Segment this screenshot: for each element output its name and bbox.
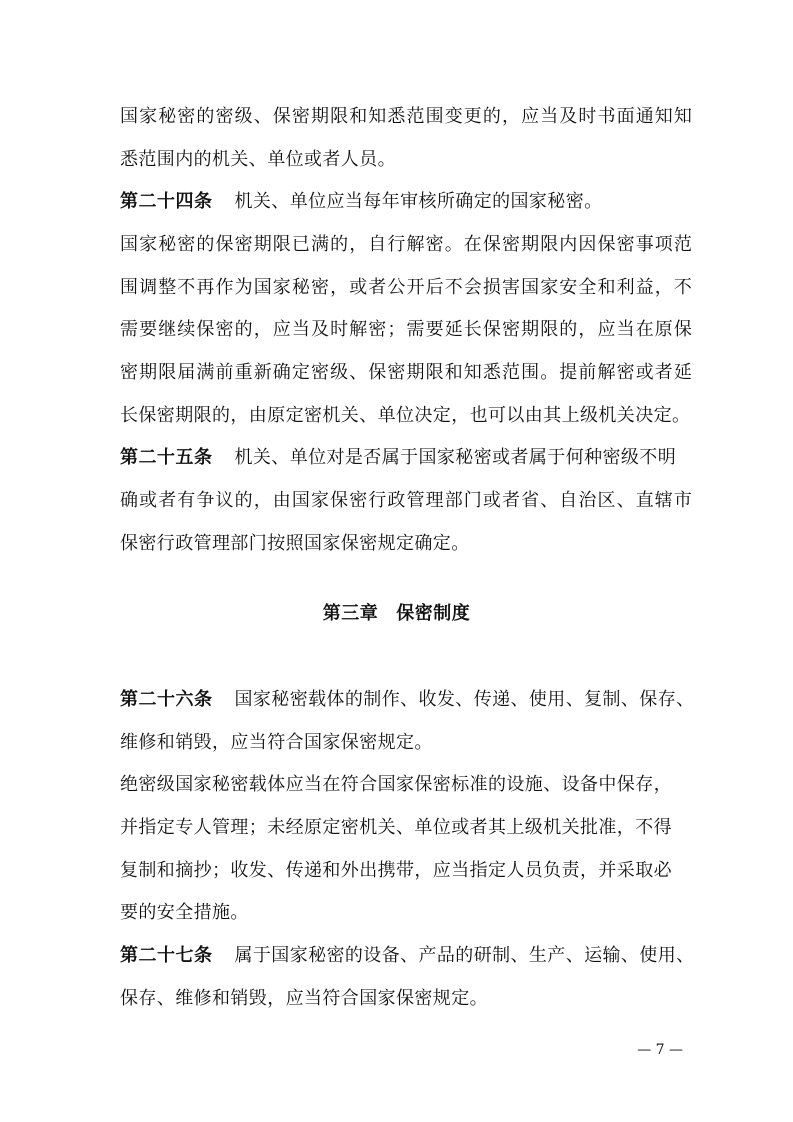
paragraph-line: 围调整不再作为国家秘密，或者公开后不会损害国家安全和利益，不 <box>120 277 693 298</box>
paragraph-line: 长保密期限的，由原定密机关、单位决定，也可以由其上级机关决定。 <box>120 405 691 426</box>
paragraph-line: 确或者有争议的，由国家保密行政管理部门或者省、自治区、直辖市 <box>120 490 693 511</box>
paragraph-line: 国家秘密的密级、保密期限和知悉范围变更的，应当及时书面通知知 <box>120 106 693 127</box>
article-26 <box>120 688 695 712</box>
chapter-number: 第三章 <box>322 603 379 624</box>
paragraph-line: 复制和摘抄；收发、传递和外出携带，应当指定人员负责，并采取必 <box>120 860 672 881</box>
page-number: — 7 — <box>637 1042 683 1058</box>
article-text: 机关、单位应当每年审核所确定的国家秘密。 <box>234 191 603 212</box>
paragraph-line: 国家秘密的保密期限已满的，自行解密。在保密期限内因保密事项范 <box>120 234 693 255</box>
chapter-title: 保密制度 <box>396 603 471 624</box>
article-24 <box>120 190 680 214</box>
paragraph-line: 密期限届满前重新确定密级、保密期限和知悉范围。提前解密或者延 <box>120 362 693 383</box>
paragraph-line: 悉范围内的机关、单位或者人员。 <box>120 149 396 170</box>
article-text: 属于国家秘密的设备、产品的研制、生产、运输、使用、 <box>234 945 695 966</box>
paragraph-line: 保密行政管理部门按照国家保密规定确定。 <box>120 533 470 554</box>
paragraph-line: 保存、维修和销毁，应当符合国家保密规定。 <box>120 988 488 1009</box>
paragraph-line: 并指定专人管理；未经原定密机关、单位或者其上级机关批准，不得 <box>120 817 672 838</box>
paragraph-line: 绝密级国家秘密载体应当在符合国家保密标准的设施、设备中保存， <box>120 774 672 795</box>
chapter-heading <box>0 602 793 626</box>
article-text: 国家秘密载体的制作、收发、传递、使用、复制、保存、 <box>234 689 695 710</box>
paragraph-line: 要的安全措施。 <box>120 902 249 923</box>
article-label: 第二十五条 <box>120 447 213 468</box>
paragraph-line: 需要继续保密的，应当及时解密；需要延长保密期限的，应当在原保 <box>120 319 693 340</box>
article-label: 第二十七条 <box>120 945 213 966</box>
article-label: 第二十四条 <box>120 191 213 212</box>
article-25 <box>120 446 680 470</box>
article-label: 第二十六条 <box>120 689 213 710</box>
article-27 <box>120 944 695 968</box>
paragraph-line: 维修和销毁，应当符合国家保密规定。 <box>120 732 433 753</box>
article-text: 机关、单位对是否属于国家秘密或者属于何种密级不明 <box>234 447 677 468</box>
